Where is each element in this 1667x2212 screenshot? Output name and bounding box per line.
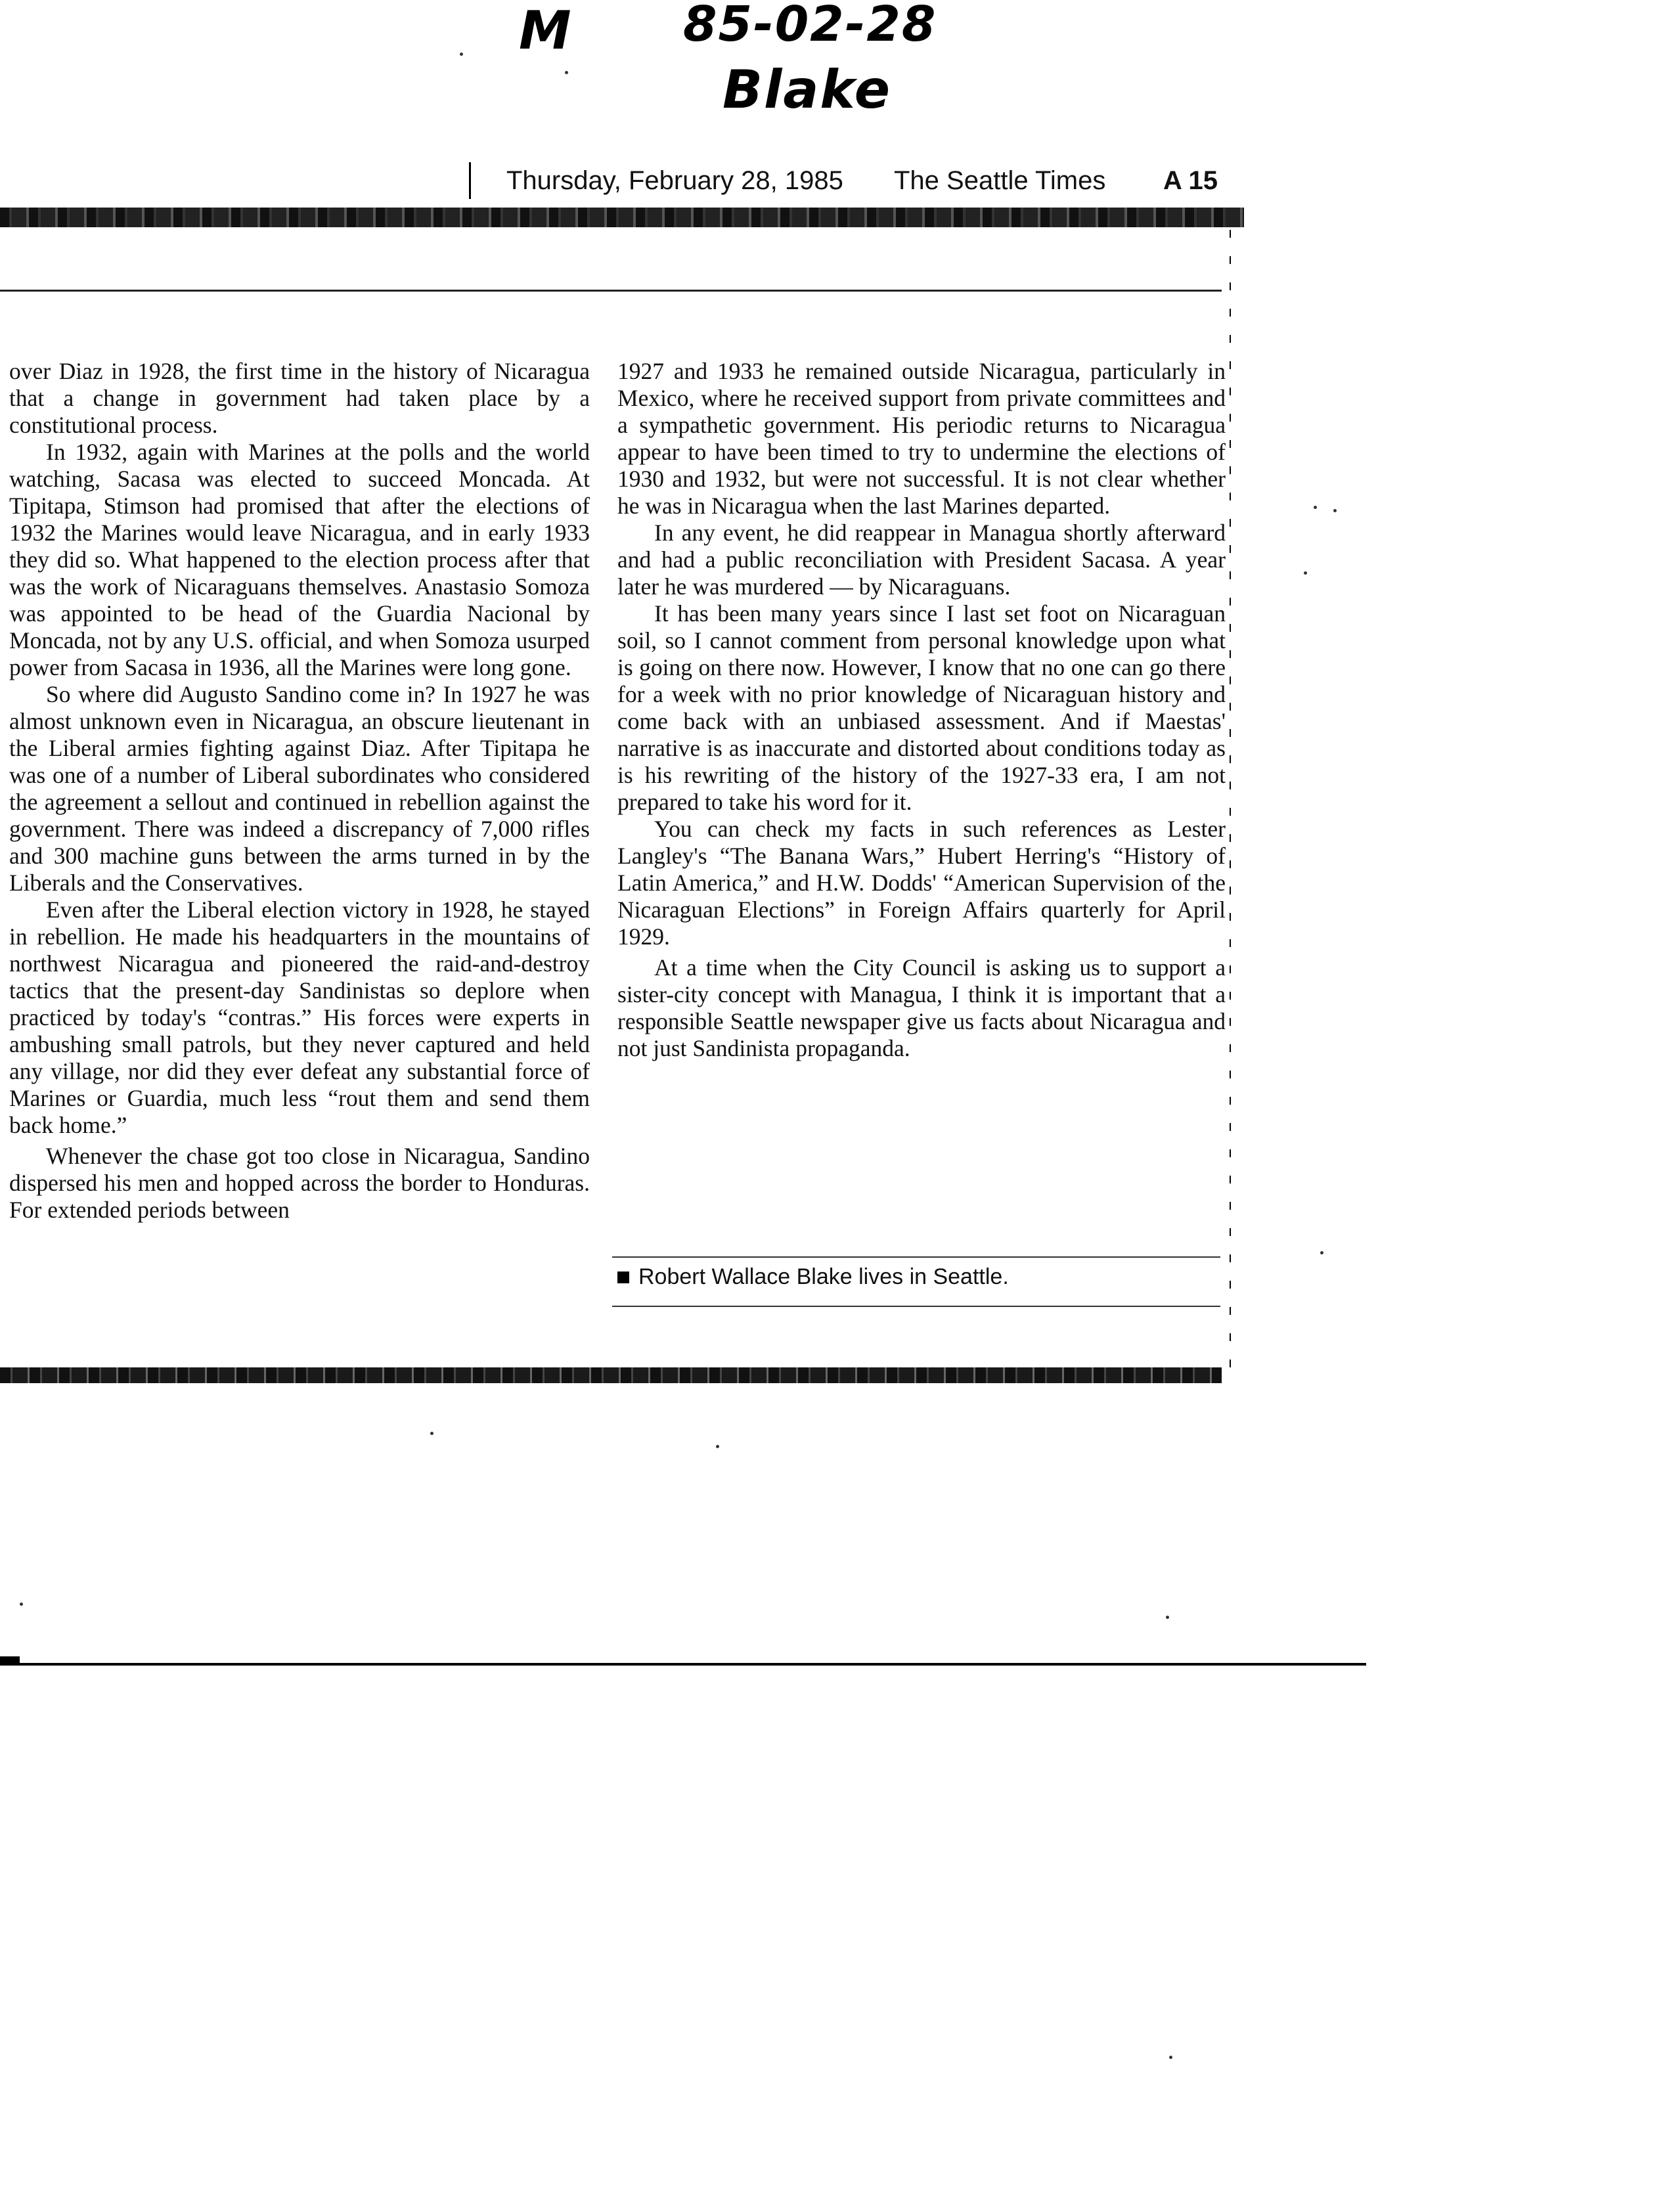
bottom-rule [0,1367,1222,1383]
article-paragraph: It has been many years since I last set foot on Nicaraguan soil, so I cannot comment from personal knowledge upon what is going on there now. However, I know that no one can go there for a week with no prior knowledge of Nicaraguan history and come back with an unbiased assessment. And if Maestas' narrative is as inaccurate and distorted about conditions today as is his rewriting of the history of the 1927-33 era, I am not prepared to take his word for it. [617,600,1226,815]
header-page-number: A 15 [1163,166,1218,195]
header-divider [469,162,471,199]
scan-speck [565,71,568,74]
newspaper-header [469,161,1244,200]
scan-speck [1169,2056,1172,2059]
article-paragraph: In 1932, again with Marines at the polls and the world watching, Sacasa was elected to succeed Moncada. At Tipitapa, Stimson had promised that after the elections of 1932 the Marines would leave Nicaragua, and in early 1933 they did so. What happened to the election process after that was the work of Nicaraguans themselves. Anastasio Somoza was appointed to be head of the Guardia Nacional by Moncada, not by any U.S. official, and when Somoza usurped power from Sacasa in 1936, all the Marines were long gone. [9,439,590,680]
lower-rule [0,1663,1366,1666]
bio-rule [612,1306,1220,1307]
article-paragraph: Whenever the chase got too close in Nicaragua, Sandino dispersed his men and hopped across the border to Honduras. For extended periods between [9,1143,590,1223]
handwritten-mark: M [519,0,573,61]
article-paragraph: At a time when the City Council is asking us to support a sister-city concept with Managua, I think it is important that a responsible Seattle newspaper give us facts about Nicaragua and not just Sandinista propaganda. [617,954,1226,1061]
bio-rule [612,1256,1220,1258]
right-edge-dots [1230,230,1231,1373]
bullet-square-icon [617,1272,629,1283]
scan-speck [1166,1616,1169,1619]
top-rule [0,208,1244,227]
header-paper-name: The Seattle Times [894,166,1106,195]
article-paragraph: In any event, he did reappear in Managua shortly afterward and had a public reconciliation with President Sacasa. A year later he was murdered — by Nicaraguans. [617,520,1226,600]
scan-speck [1314,506,1317,509]
scan-speck [716,1445,719,1448]
lower-rule-stub [0,1656,20,1663]
article-right-column [617,358,1226,1062]
scan-speck [460,53,463,56]
article-paragraph: So where did Augusto Sandino come in? In 1927 he was almost unknown even in Nicaragua, an obscure lieutenant in the Liberal armies fighting against Diaz. After Tipitapa he was one of a number of Liberal subordinates who considered the agreement a sellout and continued in rebellion against the government. There was indeed a discrepancy of 7,000 rifles and 300 machine guns between the arms turned in by the Liberals and the Conservatives. [9,681,590,896]
author-bio [617,1264,1209,1290]
handwritten-name: Blake [722,59,891,120]
header-date: Thursday, February 28, 1985 [506,166,843,195]
handwritten-date: 85-02-28 [683,0,937,53]
scan-speck [1333,509,1337,512]
article-paragraph: You can check my facts in such references as Lester Langley's “The Banana Wars,” Hubert Herring's “History of Latin America,” and H.W. Dodds' “American Supervision of the Nicaraguan Elections” in Foreign Affairs quarterly for April 1929. [617,816,1226,950]
thin-rule [0,290,1222,292]
scan-speck [1304,571,1307,575]
article-paragraph: Even after the Liberal election victory in 1928, he stayed in rebellion. He made his headquarters in the mountains of northwest Nicaragua and pioneered the raid-and-destroy tactics that the present-day Sandinistas so deplore when practiced by today's “contras.” His forces were experts in ambushing small patrols, but they never captured and held any village, nor did they ever defeat any substantial force of Marines or Guardia, much less “rout them and send them back home.” [9,896,590,1138]
author-bio-text: Robert Wallace Blake lives in Seattle. [638,1264,1009,1289]
scan-speck [20,1603,23,1606]
article-left-column [9,358,590,1224]
scan-speck [430,1432,433,1435]
article-paragraph: 1927 and 1933 he remained outside Nicaragua, particularly in Mexico, where he received support from private committees and a sympathetic government. His periodic returns to Nicaragua appear to have been timed to try to undermine the elections of 1930 and 1932, but were not successful. It is not clear whether he was in Nicaragua when the last Marines departed. [617,358,1226,519]
article-paragraph: over Diaz in 1928, the first time in the history of Nicaragua that a change in government had taken place by a constitutional process. [9,358,590,438]
scan-speck [1320,1251,1323,1254]
